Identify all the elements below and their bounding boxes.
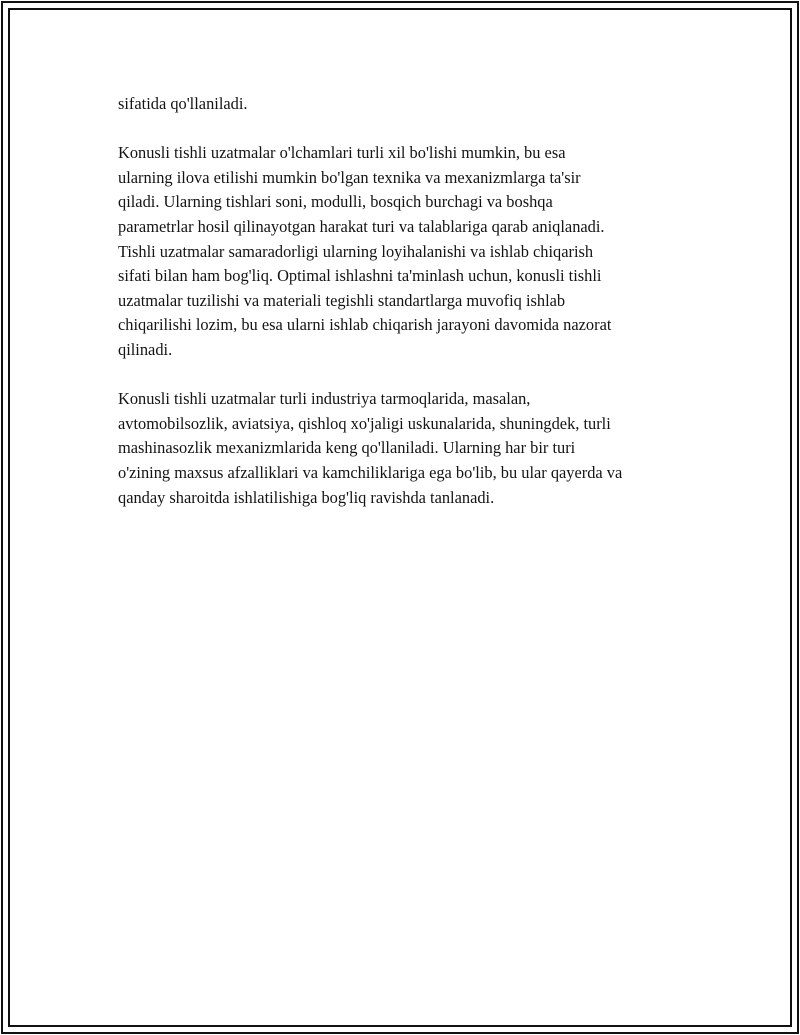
text-line: sifati bilan ham bog'liq. Optimal ishlashni ta'minlash uchun, konusli tishli bbox=[118, 266, 602, 286]
text-line: ularning ilova etilishi mumkin bo'lgan texnika va mexanizmlarga ta'sir bbox=[118, 167, 581, 187]
text-line: Konusli tishli uzatmalar o'lchamlari turli xil bo'lishi mumkin, bu esa bbox=[118, 143, 566, 163]
text-line: qiladi. Ularning tishlari soni, modulli, bosqich burchagi va boshqa bbox=[118, 192, 553, 212]
paragraph-3 bbox=[118, 387, 698, 510]
text-line: uzatmalar tuzilishi va materiali tegishli standartlarga muvofiq ishlab bbox=[118, 290, 566, 310]
text-line: chiqarilishi lozim, bu esa ularni ishlab chiqarish jarayoni davomida nazorat bbox=[118, 315, 612, 335]
paragraph-1 bbox=[118, 92, 698, 117]
text-line: Konusli tishli uzatmalar turli industriya tarmoqlarida, masalan, bbox=[118, 389, 531, 409]
text-line: Tishli uzatmalar samaradorligi ularning loyihalanishi va ishlab chiqarish bbox=[118, 241, 594, 261]
text-line: avtomobilsozlik, aviatsiya, qishloq xo'jaligi uskunalarida, shuningdek, turli bbox=[118, 413, 611, 433]
text-line: o'zining maxsus afzalliklari va kamchiliklariga ega bo'lib, bu ular qayerda va bbox=[118, 462, 623, 482]
document-body bbox=[118, 92, 698, 535]
text-line: qanday sharoitda ishlatilishiga bog'liq ravishda tanlanadi. bbox=[118, 487, 495, 507]
text-line: parametrlar hosil qilinayotgan harakat turi va talablariga qarab aniqlanadi. bbox=[118, 216, 605, 236]
paragraph-2 bbox=[118, 141, 698, 362]
text-line: mashinasozlik mexanizmlarida keng qo'llaniladi. Ularning har bir turi bbox=[118, 438, 576, 458]
text-line: sifatida qo'llaniladi. bbox=[118, 94, 248, 113]
text-line: qilinadi. bbox=[118, 339, 173, 359]
